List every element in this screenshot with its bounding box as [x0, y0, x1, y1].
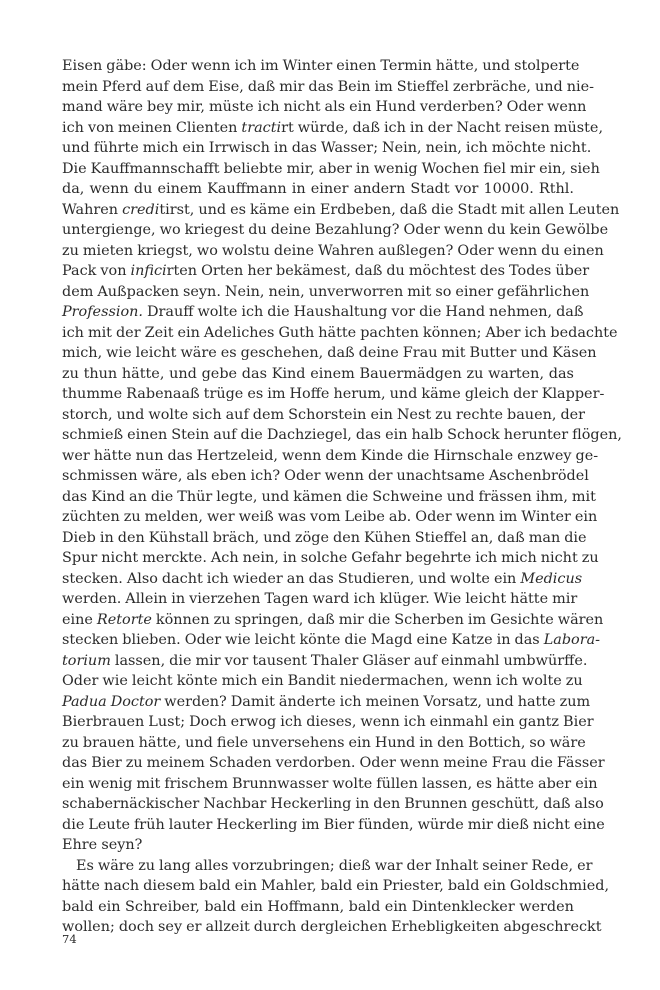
text-line: schmieß einen Stein auf die Dachziegel, das ein halb Schock herunter flögen,	[62, 427, 623, 443]
text-line: hätte nach diesem bald ein Mahler, bald ein Priester, bald ein Goldschmied,	[62, 878, 610, 894]
text-line: Padua Doctor werden? Damit änderte ich meinen Vorsatz, und hatte zum	[62, 693, 591, 710]
text-line: Wahren creditirst, und es käme ein Erdbeben, daß die Stadt mit allen Leuten	[62, 201, 620, 218]
text-line: dem Außpacken seyn. Nein, nein, unverworren mit so einer gefährlichen	[62, 283, 590, 300]
text-line: zu brauen hätte, und fiele unversehens ein Hund in den Bottich, so wäre	[62, 734, 586, 751]
text-line: zu mieten kriegst, wo wolstu deine Wahren außlegen? Oder wenn du einen	[62, 242, 604, 259]
text-line: zu thun hätte, und gebe das Kind einem Bauermädgen zu warten, das	[62, 365, 574, 382]
text-line: da, wenn du einem Kauffmann in einer andern Stadt vor 10000. Rthl.	[62, 181, 574, 197]
text-line: die Leute früh lauter Heckerling im Bier fünden, würde mir dieß nicht eine	[62, 816, 605, 833]
text-line: und führte mich ein Irrwisch in das Wasser; Nein, nein, ich möchte nicht.	[62, 140, 592, 156]
text-line: torium lassen, die mir vor tausent Thaler Gläser auf einmahl umbwürffe.	[62, 652, 588, 669]
text-line: ein wenig mit frischem Brunnwasser wolte füllen lassen, es hätte aber ein	[62, 775, 598, 792]
text-line: schmissen wäre, als eben ich? Oder wenn der unachtsame Aschenbrödel	[62, 468, 589, 484]
text-line: Es wäre zu lang alles vorzubringen; dieß war der Inhalt seiner Rede, er	[76, 857, 593, 874]
text-line: bald ein Schreiber, bald ein Hoffmann, bald ein Dintenklecker werden	[62, 898, 574, 915]
text-line: storch, und wolte sich auf dem Schorstein ein Nest zu rechte bauen, der	[62, 406, 586, 423]
page-body	[62, 56, 623, 938]
text-line: stecken blieben. Oder wie leicht könte die Magd eine Katze in das Labora-	[62, 632, 601, 648]
text-line: Spur nicht merckte. Ach nein, in solche Gefahr begehrte ich mich nicht zu	[62, 550, 599, 566]
text-line: eine Retorte können zu springen, daß mir die Scherben im Gesichte wären	[62, 611, 604, 628]
text-line: Pack von inficirten Orten her bekämest, daß du möchtest des Todes über	[62, 263, 590, 279]
text-line: wollen; doch sey er allzeit durch dergleichen Erhebligkeiten abgeschreckt	[62, 919, 602, 935]
text-line: Eisen gäbe: Oder wenn ich im Winter einen Termin hätte, und stolperte	[62, 58, 580, 74]
text-line: das Kind an die Thür legte, und kämen die Schweine und frässen ihm, mit	[62, 488, 596, 505]
text-line: das Bier zu meinem Schaden verdorben. Oder wenn meine Frau die Fässer	[62, 755, 605, 771]
text-line: schabernäckischer Nachbar Heckerling in den Brunnen geschütt, daß also	[62, 796, 604, 812]
text-line: Die Kauffmannschafft beliebte mir, aber in wenig Wochen fiel mir ein, sieh	[62, 160, 600, 177]
text-line: Bierbrauen Lust; Doch erwog ich dieses, wenn ich einmahl ein gantz Bier	[62, 714, 594, 730]
page-number: 74	[62, 932, 77, 946]
text-line: mich, wie leicht wäre es geschehen, daß deine Frau mit Butter und Käsen	[62, 345, 597, 361]
text-line: wer hätte nun das Hertzeleid, wenn dem Kinde die Hirnschale enzwey ge-	[62, 447, 599, 464]
text-line: Profession. Drauff wolte ich die Haushaltung vor die Hand nehmen, daß	[62, 304, 584, 320]
text-line: untergienge, wo kriegest du deine Bezahlung? Oder wenn du kein Gewölbe	[62, 222, 609, 238]
text-line: züchten zu melden, wer weiß was vom Leibe ab. Oder wenn im Winter ein	[62, 509, 598, 525]
text-line: mein Pferd auf dem Eise, daß mir das Bein im Stieffel zerbräche, und nie-	[62, 78, 594, 95]
text-line: thumme Rabenaaß trüge es im Hoffe herum, und käme gleich der Klapper-	[62, 386, 605, 402]
text-line: stecken. Also dacht ich wieder an das Studieren, und wolte ein Medicus	[62, 570, 583, 587]
text-line: ich von meinen Clienten tractirt würde, daß ich in der Nacht reisen müste,	[62, 119, 604, 136]
text-line: Oder wie leicht könte mich ein Bandit niedermachen, wenn ich wolte zu	[62, 673, 583, 689]
text-line: Ehre seyn?	[62, 837, 143, 853]
text-line: Dieb in den Kühstall bräch, und zöge den Kühen Stieffel an, daß man die	[62, 529, 587, 546]
body-text	[62, 56, 623, 938]
text-line: werden. Allein in vierzehen Tagen ward ich klüger. Wie leicht hätte mir	[62, 591, 578, 607]
text-line: ich mit der Zeit ein Adeliches Guth hätte pachten können; Aber ich bedachte	[62, 324, 618, 341]
text-line: mand wäre bey mir, müste ich nicht als ein Hund verderben? Oder wenn	[62, 99, 587, 115]
